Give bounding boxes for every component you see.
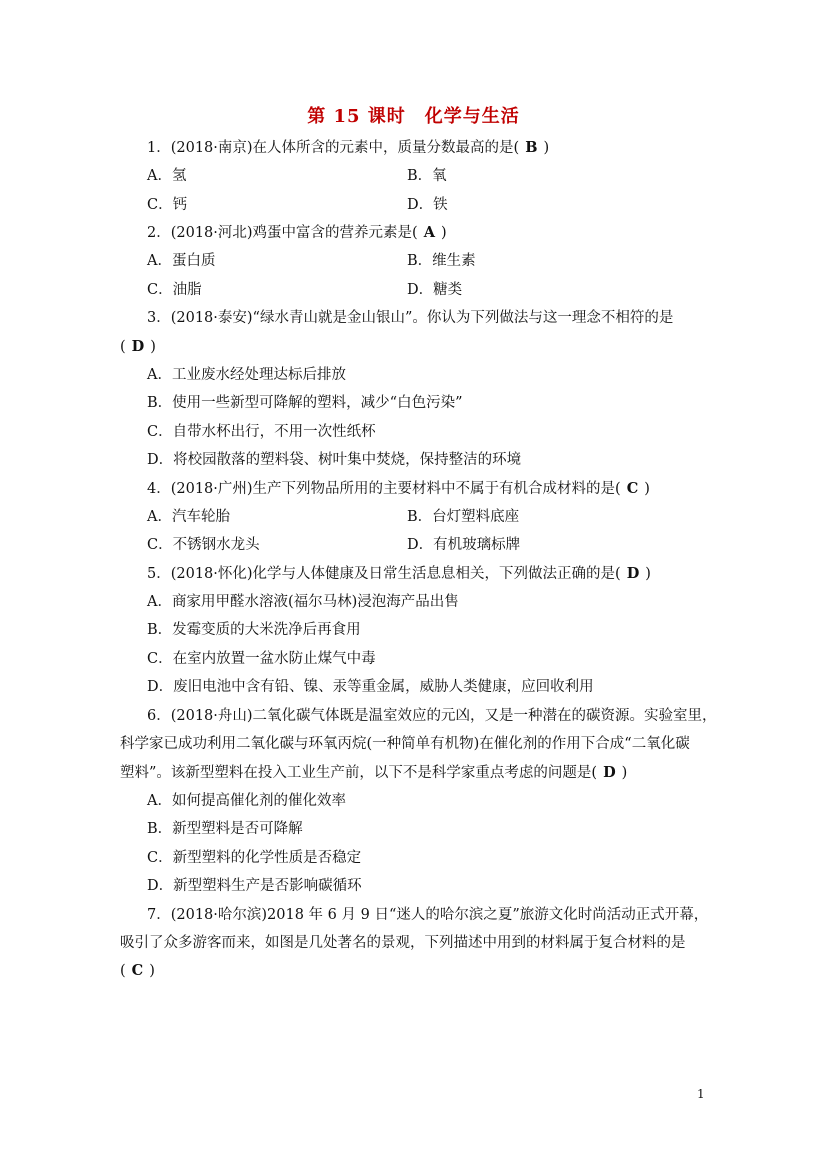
option: C．在室内放置一盆水防止煤气中毒 bbox=[147, 651, 376, 667]
option: D．有机玻璃标牌 bbox=[407, 537, 521, 553]
option: D．将校园散落的塑料袋、树叶集中焚烧，保持整洁的环境 bbox=[147, 452, 522, 468]
option: D．铁 bbox=[407, 197, 448, 213]
question-6-line-3 bbox=[120, 763, 627, 783]
paren-close: ) bbox=[149, 963, 155, 979]
paren-close: ) bbox=[440, 225, 447, 241]
option: D．废旧电池中含有铅、镍、汞等重金属，威胁人类健康，应回收利用 bbox=[147, 679, 594, 695]
question-stem: 4．(2018·广州)生产下列物品所用的主要材料中不属于有机合成材料的是( bbox=[147, 481, 621, 497]
answer: C bbox=[626, 480, 639, 497]
option: B．发霉变质的大米洗净后再食用 bbox=[147, 622, 361, 638]
option: C．油脂 bbox=[147, 282, 202, 298]
page-number: 1 bbox=[697, 1087, 705, 1101]
question-7-line-2: 吸引了众多游客而来，如图是几处著名的景观，下列描述中用到的材料属于复合材料的是 bbox=[120, 935, 686, 951]
answer: A bbox=[423, 224, 435, 241]
question-stem: 5．(2018·怀化)化学与人体健康及日常生活息息相关，下列做法正确的是( bbox=[147, 566, 621, 582]
answer: D bbox=[131, 338, 145, 355]
paren-open: ( bbox=[120, 339, 126, 355]
answer-line bbox=[120, 337, 156, 357]
question-stem: 1．(2018·南京)在人体所含的元素中，质量分数最高的是( bbox=[147, 140, 520, 156]
option: C．不锈钢水龙头 bbox=[147, 537, 260, 553]
option: A．蛋白质 bbox=[147, 253, 216, 269]
question-1 bbox=[147, 138, 549, 158]
option: B．氧 bbox=[407, 168, 447, 184]
answer-line bbox=[120, 961, 155, 981]
paren-close: ) bbox=[543, 140, 550, 156]
option: A．汽车轮胎 bbox=[147, 509, 230, 525]
option: D．新型塑料生产是否影响碳循环 bbox=[147, 878, 362, 894]
answer: C bbox=[131, 962, 144, 979]
page-title: 第 15 课时 化学与生活 bbox=[307, 106, 520, 127]
answer: D bbox=[603, 764, 616, 781]
option: A．工业废水经处理达标后排放 bbox=[147, 367, 346, 383]
question-5 bbox=[147, 564, 651, 584]
question-7-line-1: 7．(2018·哈尔滨)2018 年 6 月 9 日“迷人的哈尔滨之夏”旅游文化时尚活动正式开幕， bbox=[147, 907, 709, 923]
question-stem: 塑料”。该新型塑料在投入工业生产前，以下不是科学家重点考虑的问题是( bbox=[120, 765, 598, 781]
paren-open: ( bbox=[120, 963, 126, 979]
option: C．自带水杯出行，不用一次性纸杯 bbox=[147, 424, 376, 440]
paren-close: ) bbox=[644, 481, 650, 497]
option: A．氢 bbox=[147, 168, 187, 184]
option: C．钙 bbox=[147, 197, 188, 213]
question-3: 3．(2018·泰安)“绿水青山就是金山银山”。你认为下列做法与这一理念不相符的是 bbox=[147, 310, 674, 326]
option: A．如何提高催化剂的催化效率 bbox=[147, 793, 346, 809]
option: B．使用一些新型可降解的塑料，减少“白色污染” bbox=[147, 395, 463, 411]
option: B．新型塑料是否可降解 bbox=[147, 821, 303, 837]
question-2 bbox=[147, 223, 447, 243]
question-6-line-1: 6．(2018·舟山)二氧化碳气体既是温室效应的元凶，又是一种潜在的碳资源。实验室里， bbox=[147, 708, 717, 724]
option: B．维生素 bbox=[407, 253, 476, 269]
question-6-line-2: 科学家已成功利用二氧化碳与环氧丙烷(一种简单有机物)在催化剂的作用下合成“二氧化碳 bbox=[120, 736, 690, 752]
answer: B bbox=[525, 139, 538, 156]
question-stem: 2．(2018·河北)鸡蛋中富含的营养元素是( bbox=[147, 225, 418, 241]
paren-close: ) bbox=[150, 339, 156, 355]
option: D．糖类 bbox=[407, 282, 463, 298]
option: B．台灯塑料底座 bbox=[407, 509, 520, 525]
option: A．商家用甲醛水溶液(福尔马林)浸泡海产品出售 bbox=[147, 594, 459, 610]
paren-close: ) bbox=[645, 566, 651, 582]
answer: D bbox=[626, 565, 640, 582]
paren-close: ) bbox=[621, 765, 628, 781]
question-4 bbox=[147, 479, 650, 499]
option: C．新型塑料的化学性质是否稳定 bbox=[147, 850, 362, 866]
